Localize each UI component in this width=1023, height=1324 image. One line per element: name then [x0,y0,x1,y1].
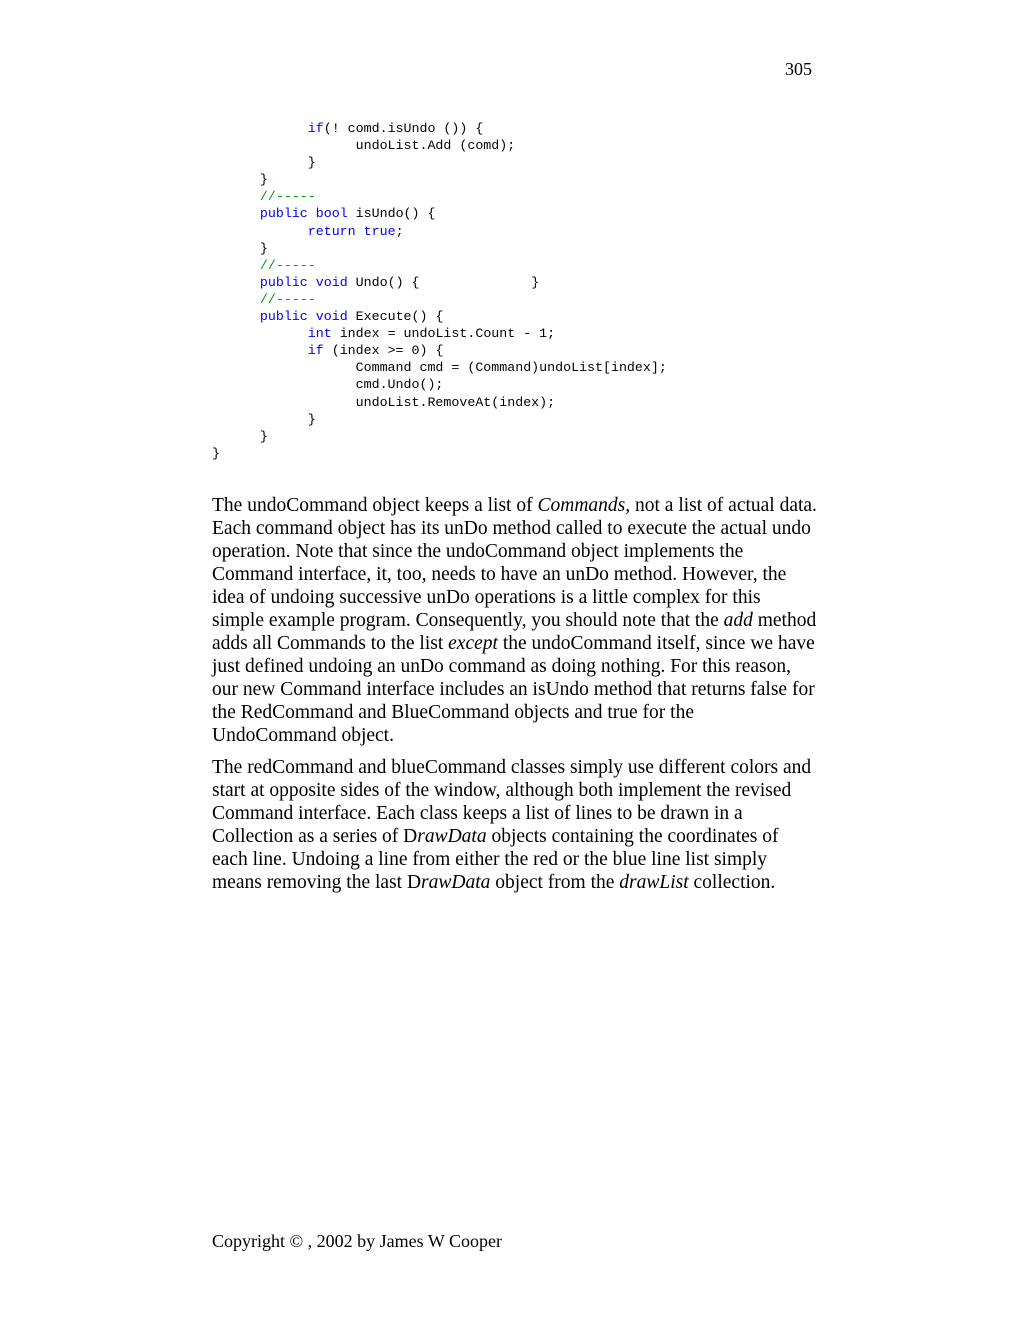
code-line [212,376,667,393]
code-text: Undo() { } [347,274,540,290]
code-text: undoList.RemoveAt(index); [212,394,556,410]
code-line [212,445,667,462]
code-keyword: public [259,309,308,325]
code-text: } [212,240,268,256]
code-keyword: return [307,223,356,239]
code-text: index = undoList.Count - 1; [331,326,556,342]
code-text: (! comd.isUndo ()) { [323,121,484,136]
code-text [356,224,364,239]
emphasis-text: drawList [619,872,689,893]
code-line [212,291,667,308]
code-line [212,394,667,411]
code-text [308,309,316,324]
code-keyword: void [315,309,348,325]
emphasis-text: rawData [417,826,487,847]
code-text [308,206,316,221]
code-text: } [212,172,268,188]
code-line [212,137,667,154]
code-text: ; [395,223,404,239]
paragraph-p2 [212,756,817,894]
page-number: 305 [785,59,812,79]
paragraph-text: object from the [490,872,620,893]
code-text: cmd.Undo(); [212,377,444,393]
code-keyword: true [363,223,396,239]
code-line [212,325,667,342]
code-text [212,275,260,290]
code-line [212,240,667,257]
code-text: } [212,428,268,444]
code-text [212,258,260,273]
code-comment: //----- [259,291,316,307]
body-text [212,494,817,903]
code-keyword: public [259,274,308,290]
paragraph-text: objects containing the coordinates of each line. Undoing a line from either the red or the blue line list simply means removing the last D [212,826,779,893]
paragraph-text: , not a list of actual data. Each command object has its unDo method called to execute the actual undo operation. Note that since the undoCommand object implements the Command interface, it, too, needs to have an unDo method. However, the idea of undoing successive unDo operations is a little complex for this simple example program. Consequently, you should note that the [212,495,817,631]
paragraph-text: the undoCommand itself, since we have just defined undoing an unDo command as doing nothing. For this reason, our new Command interface includes an isUndo method that returns false for the RedCommand and BlueCommand objects and true for the UndoCommand object. [212,633,815,746]
code-keyword: void [315,274,348,290]
code-line [212,428,667,445]
emphasis-text: add [723,610,753,631]
code-line [212,223,667,240]
code-text: (index >= 0) { [323,343,444,359]
code-text [212,292,260,307]
code-text [212,343,308,358]
code-line [212,308,667,325]
code-text: } [212,445,220,461]
code-text: isUndo() { [347,206,436,222]
code-keyword: public [259,206,308,222]
code-line [212,171,667,188]
code-line [212,205,667,222]
code-line [212,274,667,291]
paragraph-text: The redCommand and blueCommand classes simply use different colors and start at opposite sides of the window, although both implement the revised Command interface. Each class keeps a list of lines to be drawn in a Collection as a series of D [212,757,812,847]
code-keyword: if [307,343,324,359]
code-listing [212,120,667,462]
code-comment: //----- [259,189,316,205]
code-text [212,309,260,324]
code-text: Command cmd = (Command)undoList[index]; [212,360,667,376]
code-line [212,188,667,205]
code-text [308,275,316,290]
emphasis-text: rawData [421,872,491,893]
code-line [212,342,667,359]
code-line [212,154,667,171]
code-text [212,224,308,239]
paragraph-text: The undoCommand object keeps a list of [212,495,538,516]
code-keyword: int [307,326,332,342]
code-line [212,411,667,428]
code-text [212,326,308,341]
code-line [212,359,667,376]
code-text [212,189,260,204]
code-text: } [212,411,316,427]
code-line [212,257,667,274]
code-text: } [212,155,316,171]
code-keyword: bool [315,206,348,222]
code-text: undoList.Add (comd); [212,138,516,154]
code-line [212,120,667,137]
paragraph-text: collection. [688,872,776,893]
code-text [212,206,260,221]
paragraph-text: method adds all Commands to the list [212,610,817,654]
copyright-footer: Copyright © , 2002 by James W Cooper [212,1231,502,1251]
emphasis-text: Commands [537,495,626,516]
paragraph-p1 [212,494,817,747]
code-keyword: if [307,121,324,136]
code-comment: //----- [259,257,316,273]
code-text [212,121,308,136]
code-text: Execute() { [347,309,444,325]
emphasis-text: except [448,633,498,654]
